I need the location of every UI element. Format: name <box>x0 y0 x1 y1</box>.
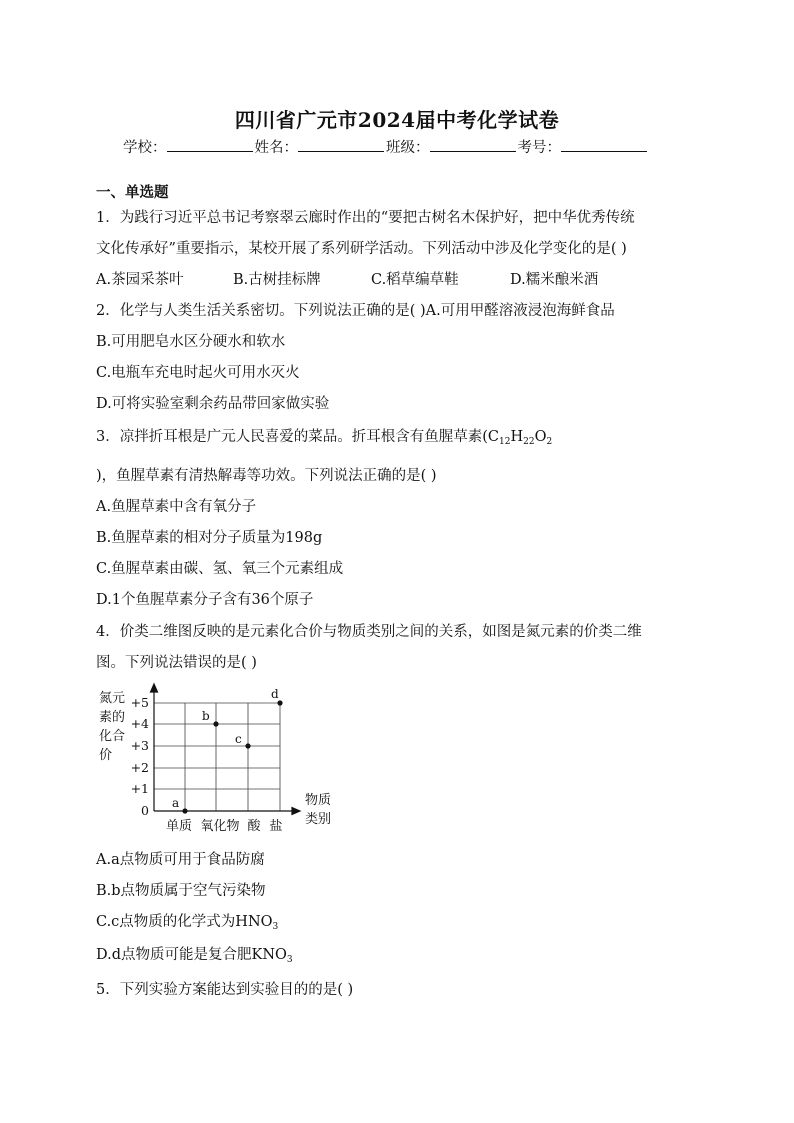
x-title-1: 物质 <box>305 793 332 808</box>
q3-stem-line1 <box>96 425 552 447</box>
q1-options <box>96 268 598 289</box>
point-b-label: b <box>202 709 210 723</box>
q3-stem-text: 3．凉拌折耳根是广元人民喜爱的菜品。折耳根含有鱼腥草素( <box>96 429 488 445</box>
q4-option-b[interactable]: B.b点物质属于空气污染物 <box>96 883 266 899</box>
x-tick-salt: 盐 <box>269 819 283 834</box>
y-tick-5: +5 <box>130 695 149 710</box>
q1-option-a[interactable]: A.茶园采茶叶 <box>96 272 184 288</box>
q3-option-b[interactable]: B.鱼腥草素的相对分子质量为198g <box>96 530 323 546</box>
q3-option-a[interactable]: A.鱼腥草素中含有氧分子 <box>96 499 257 515</box>
point-c-label: c <box>235 732 242 746</box>
q1-option-c[interactable]: C.稻草编草鞋 <box>371 272 459 288</box>
q1-option-b[interactable]: B.古树挂标牌 <box>233 272 321 288</box>
q3-stem-line2: )，鱼腥草素有清热解毒等功效。下列说法正确的是( ) <box>96 468 437 484</box>
point-a-label: a <box>172 796 180 810</box>
x-tick-oxide: 氧化物 <box>200 819 240 834</box>
student-info-row <box>123 136 649 157</box>
school-label: 学校： <box>123 140 167 156</box>
class-label: 班级： <box>386 140 430 156</box>
y-title-4: 价 <box>99 748 113 763</box>
q4-stem-line1: 4．价类二维图反映的是元素化合价与物质类别之间的关系，如图是氮元素的价类二维 <box>96 624 642 640</box>
q2-option-c[interactable]: C.电瓶车充电时起火可用水灭火 <box>96 365 300 381</box>
point-b <box>213 721 218 726</box>
q4-option-d[interactable]: D.d点物质可能是复合肥$KNO_3$ <box>96 947 293 965</box>
exam-no-label: 考号： <box>517 140 561 156</box>
q1-stem-line2: 文化传承好”重要指示，某校开展了系列研学活动。下列活动中涉及化学变化的是( ) <box>96 241 627 257</box>
point-d <box>277 700 282 705</box>
q1-option-d[interactable]: D.糯米酿米酒 <box>510 272 599 288</box>
q2-stem: 2．化学与人类生活关系密切。下列说法正确的是( )A.可用甲醛溶液浸泡海鲜食品 <box>96 303 615 319</box>
x-tick-element: 单质 <box>165 819 193 834</box>
valence-category-graph <box>96 680 356 840</box>
exam-no-blank[interactable] <box>561 137 647 152</box>
point-c <box>245 743 250 748</box>
q5-stem: 5．下列实验方案能达到实验目的的是( ) <box>96 982 354 998</box>
y-tick-0: 0 <box>141 803 149 818</box>
q2-option-b[interactable]: B.可用肥皂水区分硬水和软水 <box>96 334 286 350</box>
page-title: 四川省广元市2024届中考化学试卷 <box>234 108 560 132</box>
point-a <box>182 808 187 813</box>
school-blank[interactable] <box>167 137 253 152</box>
q4-option-a[interactable]: A.a点物质可用于食品防腐 <box>96 852 265 868</box>
y-tick-2: +2 <box>130 760 149 775</box>
point-d-label: d <box>271 687 279 701</box>
q3-formula: $C_{12}H_{22}O_2$ <box>487 429 553 447</box>
y-tick-4: +4 <box>130 716 149 731</box>
section-heading: 一、单选题 <box>96 184 169 201</box>
x-tick-acid: 酸 <box>247 819 261 834</box>
q3-option-c[interactable]: C.鱼腥草素由碳、氢、氧三个元素组成 <box>96 561 344 577</box>
q1-stem-line1: 1．为践行习近平总书记考察翠云廊时作出的“要把古树名木保护好，把中华优秀传统 <box>96 210 635 226</box>
y-tick-3: +3 <box>130 738 149 753</box>
q4-stem-line2: 图。下列说法错误的是( ) <box>96 655 257 671</box>
name-blank[interactable] <box>298 137 384 152</box>
name-label: 姓名： <box>254 140 298 156</box>
q4-option-c[interactable]: C.c点物质的化学式为$HNO_3$ <box>96 914 279 932</box>
x-title-2: 类别 <box>305 812 332 827</box>
q3-option-d[interactable]: D.1个鱼腥草素分子含有36个原子 <box>96 592 314 608</box>
y-title-2: 素的 <box>99 710 126 725</box>
y-tick-1: +1 <box>130 781 149 796</box>
grid <box>154 703 280 811</box>
y-title-1: 氮元 <box>99 691 126 706</box>
class-blank[interactable] <box>430 137 516 152</box>
q2-option-d[interactable]: D.可将实验室剩余药品带回家做实验 <box>96 396 330 412</box>
y-title-3: 化合 <box>99 729 126 744</box>
